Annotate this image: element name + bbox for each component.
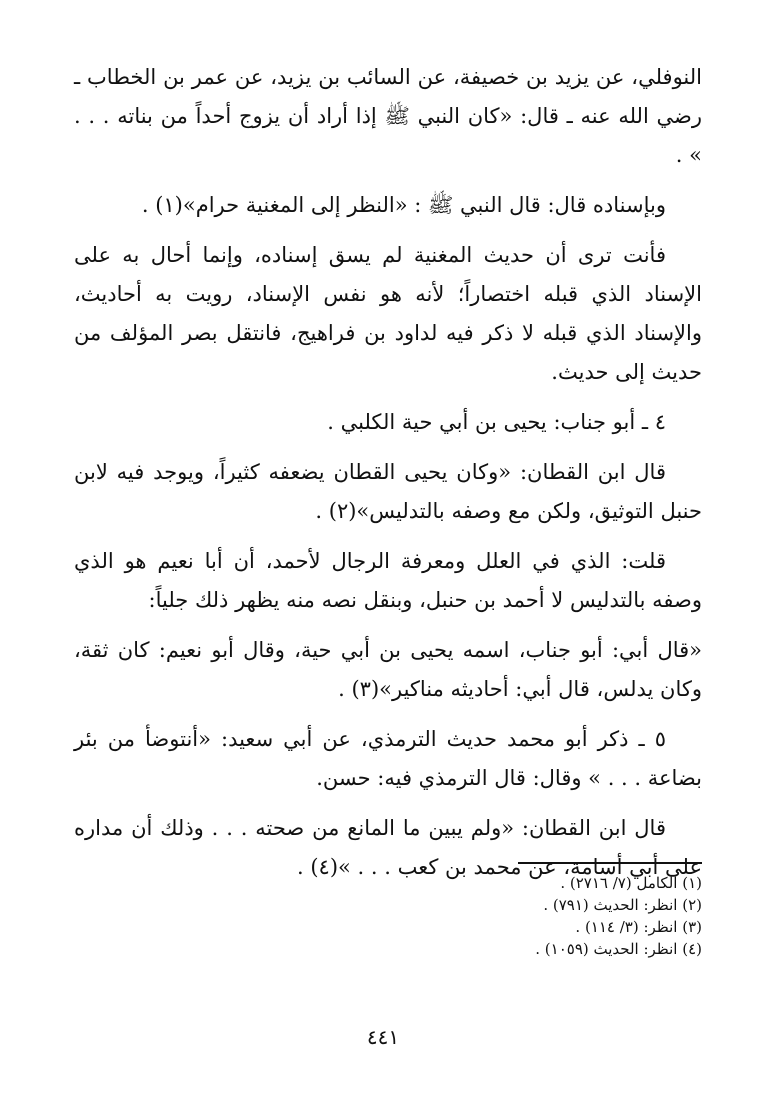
main-text [74, 58, 702, 898]
footnotes [302, 872, 702, 960]
paragraph-5: قال ابن القطان: «وكان يحيى القطان يضعفه كثيراً، ويوجد فيه لابن حنبل التوثيق، ولكن مع وصفه بالتدليس»(٢) . [74, 460, 702, 523]
paragraph-9: قال ابن القطان: «ولم يبين ما المانع من صحته . . . وذلك أن مداره على أبي أسامة، عن محمد بن كعب . . . »(٤) . [74, 816, 702, 879]
footnote-3: (٣) انظر: (٣/ ١١٤) . [575, 918, 702, 936]
footnote-2: (٢) انظر: الحديث (٧٩١) . [543, 896, 702, 914]
paragraph-7: «قال أبي: أبو جناب، اسمه يحيى بن أبي حية، وقال أبو نعيم: كان ثقة، وكان يدلس، قال أبي: أحاديثه مناكير»(٣) . [74, 638, 702, 701]
page-number: ٤٤١ [366, 1025, 400, 1049]
footnote-divider [518, 862, 702, 864]
paragraph-2: وبإسناده قال: قال النبي ﷺ : «النظر إلى المغنية حرام»(١) . [141, 193, 666, 217]
footnote-1: (١) الكامل (٧/ ٢٧١٦) . [560, 874, 702, 892]
footnote-4: (٤) انظر: الحديث (١٠٥٩) . [535, 940, 702, 958]
paragraph-1: النوفلي، عن يزيد بن خصيفة، عن السائب بن يزيد، عن عمر بن الخطاب ـ رضي الله عنه ـ قال: «كان النبي ﷺ إذا أراد أن يزوج أحداً من بناته . . . » . [74, 65, 702, 167]
paragraph-6: قلت: الذي في العلل ومعرفة الرجال لأحمد، أن أبا نعيم هو الذي وصفه بالتدليس لا أحمد بن حنبل، وبنقل نصه منه يظهر ذلك جلياً: [74, 549, 702, 612]
paragraph-8: ٥ ـ ذكر أبو محمد حديث الترمذي، عن أبي سعيد: «أنتوضأ من بئر بضاعة . . . » وقال: قال الترمذي فيه: حسن. [74, 727, 702, 790]
paragraph-4: ٤ ـ أبو جناب: يحيى بن أبي حية الكلبي . [327, 410, 666, 434]
paragraph-3: فأنت ترى أن حديث المغنية لم يسق إسناده، وإنما أحال به على الإسناد الذي قبله اختصاراً؛ لأنه هو نفس الإسناد، رويت به أحاديث، والإسناد الذي قبله لا ذكر فيه لداود بن فراهيج، فانتقل بصر المؤلف من حديث إلى حديث. [74, 243, 702, 384]
